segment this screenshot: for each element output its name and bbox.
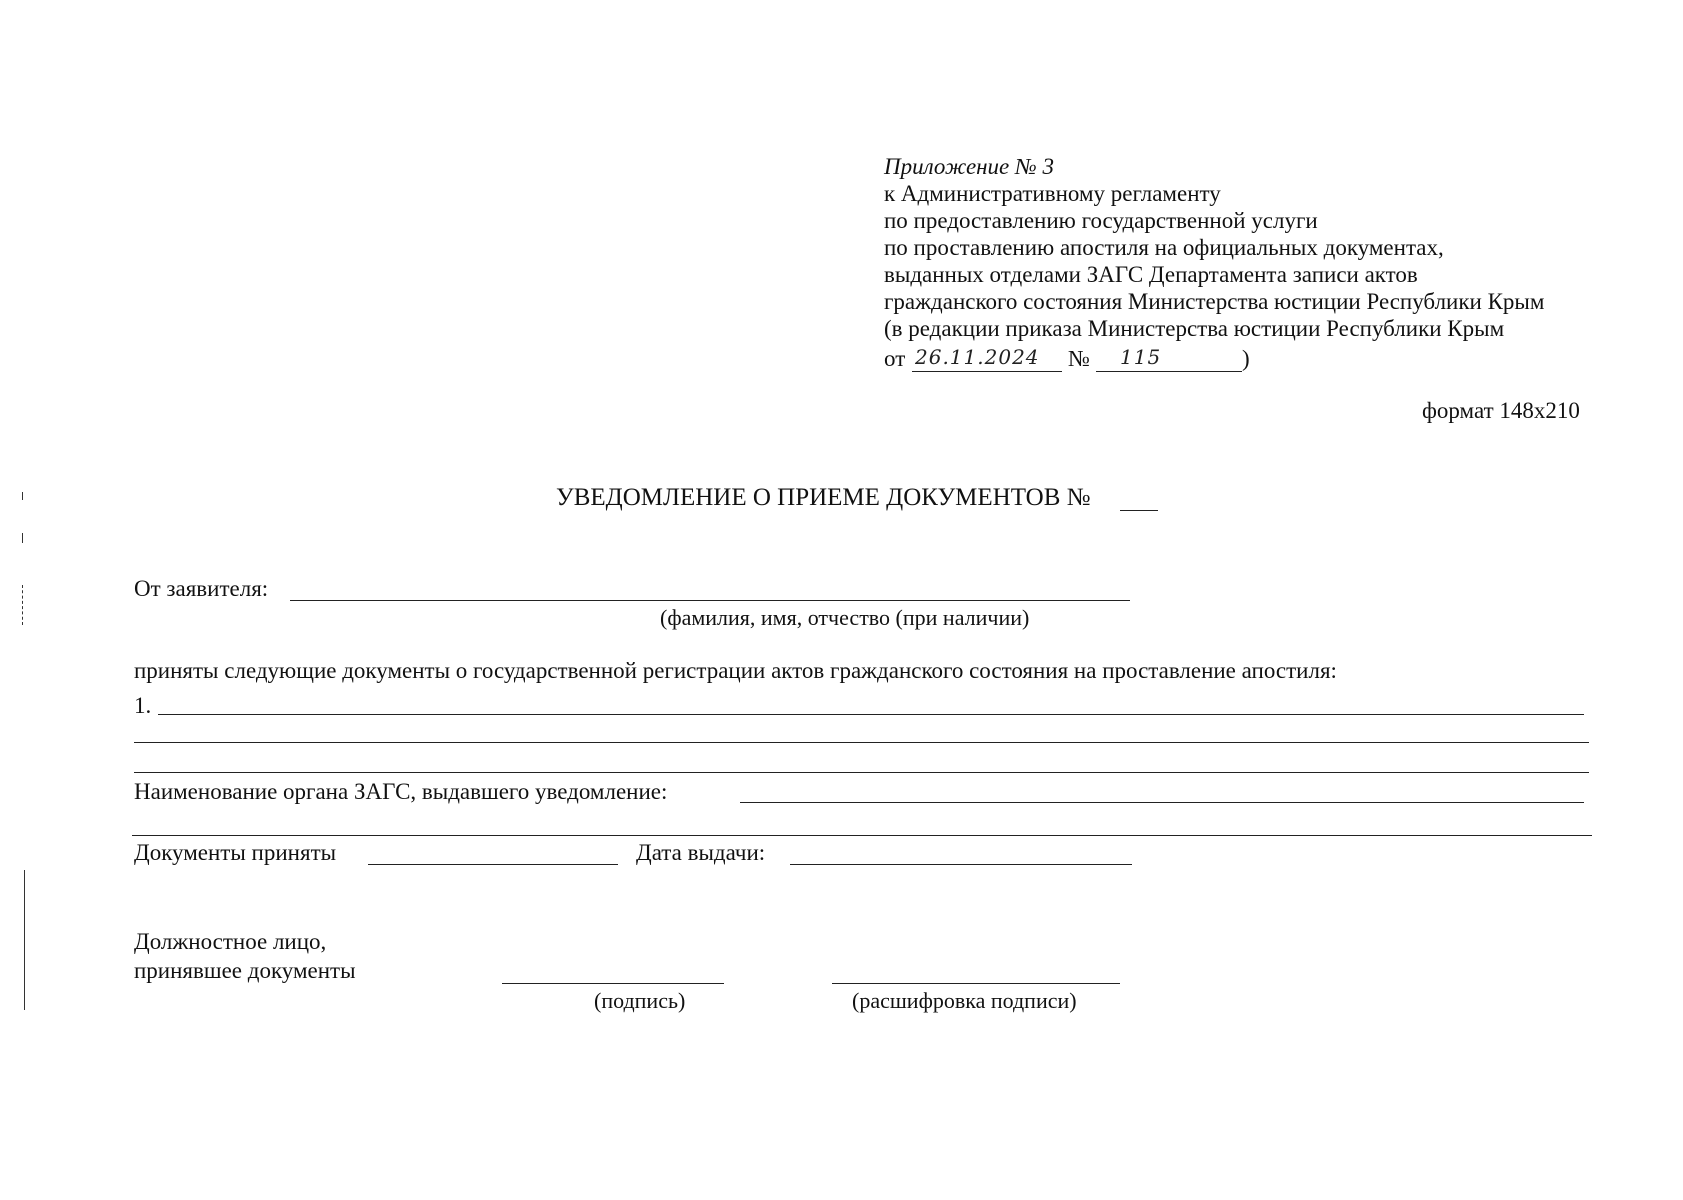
notice-title: УВЕДОМЛЕНИЕ О ПРИЕМЕ ДОКУМЕНТОВ №: [556, 484, 1091, 511]
applicant-caption: (фамилия, имя, отчество (при наличии): [660, 605, 1030, 630]
appendix-line: (в редакции приказа Министерства юстиции Республики Крым: [884, 316, 1505, 341]
number-sign: №: [1068, 346, 1090, 371]
signature-decoding-caption: (расшифровка подписи): [852, 988, 1077, 1013]
document-line-2: [134, 742, 1589, 743]
scan-artifact: [22, 492, 23, 500]
applicant-name-field: [290, 600, 1130, 601]
issue-date-field-line: [790, 864, 1132, 865]
scan-artifact: [22, 533, 23, 543]
accepted-label: Документы приняты: [134, 840, 337, 865]
appendix-line: к Административному регламенту: [884, 181, 1221, 206]
handwritten-date: 26.11.2024: [915, 345, 1040, 369]
official-label-line2: принявшее документы: [134, 958, 356, 983]
format-label: формат 148х210: [1422, 398, 1580, 423]
zags-label: Наименование органа ЗАГС, выдавшего уведомление:: [134, 779, 668, 804]
zags-field-line-2: [132, 835, 1592, 836]
issue-date-label: Дата выдачи:: [636, 840, 766, 865]
appendix-title: Приложение № 3: [884, 154, 1054, 179]
number-field-line: [1096, 371, 1242, 372]
date-field-line: [912, 371, 1062, 372]
ot-label: от: [884, 346, 906, 371]
appendix-line: по проставлению апостиля на официальных документах,: [884, 235, 1444, 260]
official-label-line1: Должностное лицо,: [134, 929, 327, 954]
document-line-3: [134, 772, 1589, 773]
item-number: 1.: [134, 693, 152, 718]
appendix-line: гражданского состояния Министерства юстиции Республики Крым: [884, 289, 1545, 314]
signature-decoding-field-line: [832, 983, 1120, 984]
notice-number-line: [1120, 510, 1158, 511]
signature-field-line: [502, 983, 724, 984]
appendix-line: выданных отделами ЗАГС Департамента записи актов: [884, 262, 1418, 287]
zags-field-line: [740, 802, 1584, 803]
applicant-label: От заявителя:: [134, 576, 269, 601]
handwritten-number: 115: [1120, 345, 1162, 369]
close-paren: ): [1242, 346, 1250, 371]
appendix-line: по предоставлению государственной услуги: [884, 208, 1318, 233]
scan-artifact: [22, 585, 23, 625]
accepted-field-line: [368, 864, 618, 865]
scan-artifact: [24, 870, 25, 1010]
signature-caption: (подпись): [594, 988, 686, 1013]
documents-intro: приняты следующие документы о государственной регистрации актов гражданского состояния на проставление апостиля:: [134, 658, 1337, 683]
document-line-1: [158, 714, 1584, 715]
